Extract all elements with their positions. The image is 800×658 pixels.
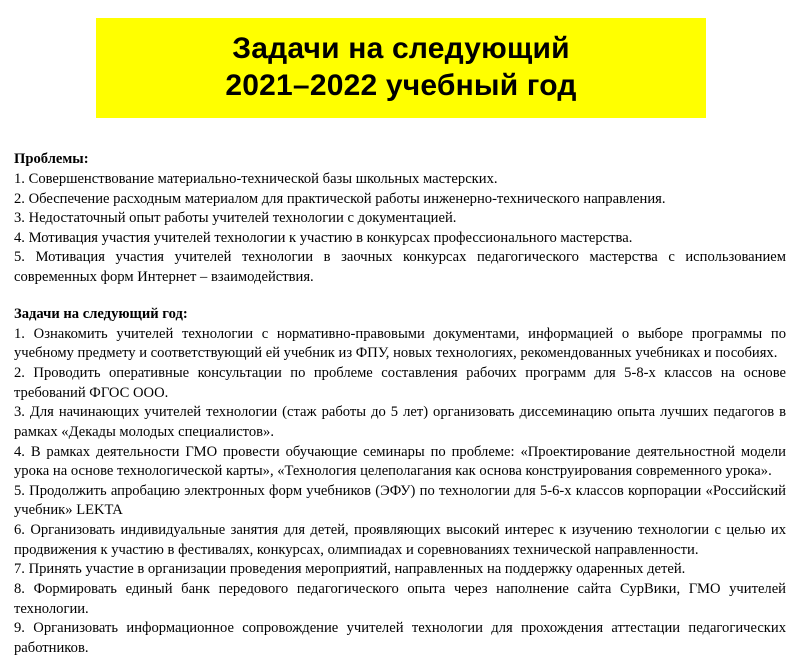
tasks-item: 7. Принять участие в организации проведения мероприятий, направленных на поддержку одаренных детей. (14, 561, 686, 578)
title-line-2: 2021–2022 учебный год (225, 69, 577, 102)
tasks-item: 8. Формировать единый банк передового педагогического опыта через наполнение сайта СурВики, ГМО учителей технологии. (14, 580, 786, 617)
title-line-1: Задачи на следующий (232, 32, 570, 66)
problems-heading: Проблемы: (14, 151, 89, 167)
problems-item: 2. Обеспечение расходным материалом для практической работы инженерно-технического направления. (14, 190, 666, 207)
tasks-item: 9. Организовать информационное сопровождение учителей технологии для прохождения аттестации педагогических работников. (14, 620, 786, 656)
tasks-item: 2. Проводить оперативные консультации по проблеме составления рабочих программ для 5-8-х классов на основе требований ФГОС ООО. (14, 365, 786, 401)
tasks-item: 4. В рамках деятельности ГМО провести обучающие семинары по проблеме: «Проектирование деятельностной модели урока на основе технологической карты», «Технология целеполагания как основа конструирования современного урока». (14, 443, 786, 480)
tasks-item: 5. Продолжить апробацию электронных форм учебников (ЭФУ) по технологии для 5-6-х классов корпорации «Российский учебник» LEKTA (14, 482, 786, 519)
tasks-item: 6. Организовать индивидуальные занятия для детей, проявляющих высокий интерес к изучению технологии с целью их продвижения к участию в фестивалях, конкурсах, олимпиадах и соревнованиях технической направленности. (14, 522, 786, 558)
problems-item: 5. Мотивация участия учителей технологии в заочных конкурсах педагогического мастерства с использованием современных форм Интернет – взаимодействия. (14, 249, 786, 285)
problems-item: 1. Совершенствование материально-технической базы школьных мастерских. (14, 171, 498, 188)
body-area (14, 150, 786, 658)
problems-block (14, 150, 786, 288)
tasks-block (14, 305, 786, 658)
title-banner (96, 18, 706, 118)
problems-item: 4. Мотивация участия учителей технологии к участию в конкурсах профессионального мастерства. (14, 229, 633, 246)
section-spacer (14, 288, 786, 305)
tasks-heading: Задачи на следующий год: (14, 305, 188, 322)
tasks-item: 1. Ознакомить учителей технологии с нормативно-правовыми документами, информацией о выборе программы по учебному предмету и соответствующий ей учебник из ФПУ, новых технологиях, рекомендованных учебниках и пособиях. (14, 325, 786, 362)
problems-item: 3. Недостаточный опыт работы учителей технологии с документацией. (14, 210, 457, 227)
tasks-item: 3. Для начинающих учителей технологии (стаж работы до 5 лет) организовать диссеминацию опыта лучших педагогов в рамках «Декады молодых специалистов». (14, 404, 786, 440)
